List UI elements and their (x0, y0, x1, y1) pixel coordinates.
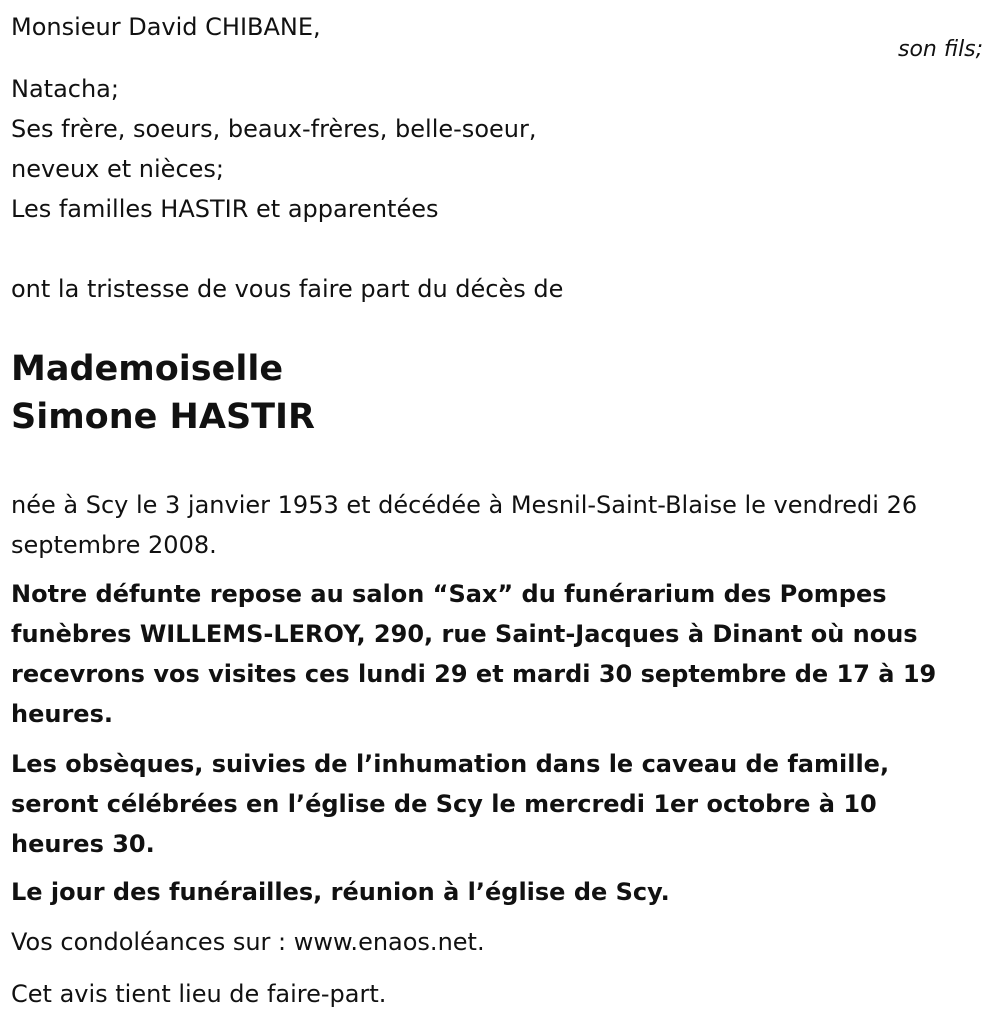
condolences-paragraph: Vos condoléances sur : www.enaos.net. (11, 928, 485, 956)
funeral-paragraph: Les obsèques, suivies de l’inhumation dans le caveau de famille, seront célébrées en l’église de Scy le mercredi 1er octobre à 10 heures 30. (11, 750, 890, 858)
family-line: Les familles HASTIR et apparentées (11, 195, 439, 223)
header-name: Monsieur David CHIBANE, (11, 13, 321, 41)
notice-paragraph: Cet avis tient lieu de faire-part. (11, 980, 387, 1008)
deceased-name: Simone HASTIR (11, 397, 315, 437)
family-line: Ses frère, soeurs, beaux-frères, belle-soeur, (11, 115, 537, 143)
deceased-name-block (11, 345, 315, 441)
family-line: neveux et nièces; (11, 155, 224, 183)
family-line: Natacha; (11, 75, 119, 103)
repose-paragraph: Notre défunte repose au salon “Sax” du funérarium des Pompes funèbres WILLEMS-LEROY, 290, rue Saint-Jacques à Dinant où nous recevrons vos visites ces lundi 29 et mardi 30 septembre de 17 à 19 heures. (11, 580, 937, 728)
family-list (11, 69, 536, 229)
intro-text: ont la tristesse de vous faire part du décès de (11, 275, 564, 303)
birth-death-paragraph: née à Scy le 3 janvier 1953 et décédée à Mesnil-Saint-Blaise le vendredi 26 septembre 2008. (11, 491, 918, 559)
meeting-paragraph: Le jour des funérailles, réunion à l’église de Scy. (11, 878, 670, 906)
header-relation: son fils; (898, 37, 984, 62)
deceased-title: Mademoiselle (11, 349, 284, 389)
